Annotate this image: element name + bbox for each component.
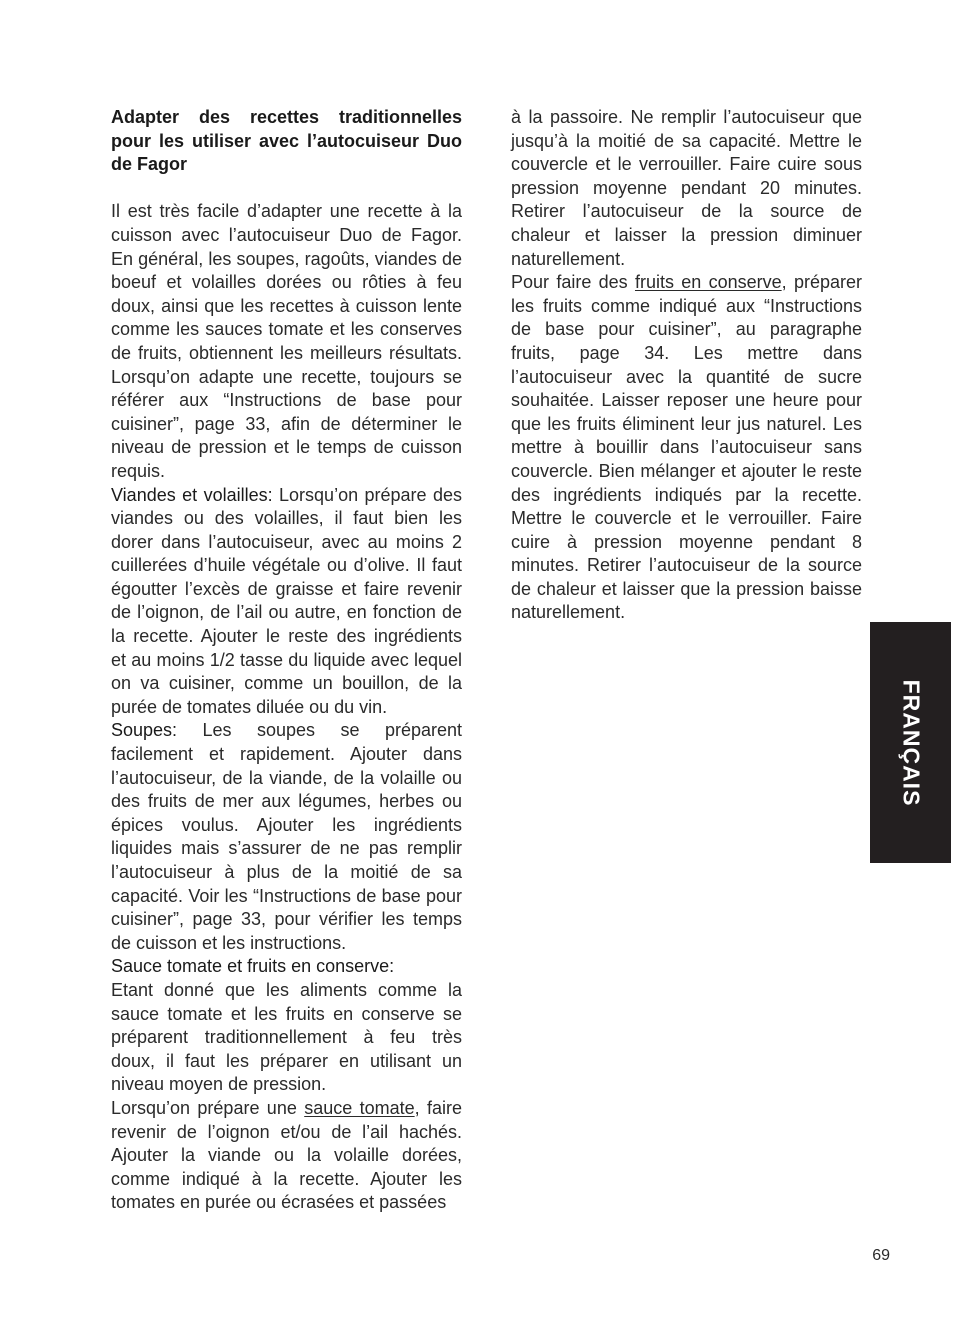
page-number: 69 bbox=[872, 1247, 890, 1264]
fruits-paragraph bbox=[511, 271, 862, 625]
soupes-label: Soupes: bbox=[111, 720, 178, 741]
viandes-label: Viandes et volailles: bbox=[111, 484, 273, 505]
viandes-paragraph bbox=[111, 484, 462, 720]
section-heading: Adapter des recettes traditionnelles pour les utiliser avec l’autocuiseur Duo de Fagor bbox=[111, 107, 462, 175]
fruits-post: , préparer les fruits comme indiqué aux “Instructions de base pour cuisiner”, au paragraphe fruits, page 34. Les mettre dans l’autocuiseur avec la quantité de sucre souhaitée. Laisser reposer une heure pour que les fruits éliminent leur jus naturel. Les mettre à bouillir dans l’autocuiseur sans couvercle. Bien mélanger et ajouter le reste des ingrédients indiqués par la recette. Mettre le couvercle et le verrouiller. Faire cuire à pression moyenne pendant 8 minutes. Retirer l’autocuiseur de la source de chaleur et laisser que la pression baisse naturellement. bbox=[511, 272, 862, 623]
fruits-en-conserve-underlined: fruits en conserve bbox=[634, 272, 782, 293]
intro-paragraph: Il est très facile d’adapter une recette à la cuisson avec l’autocuiseur Duo de Fagor. En général, les soupes, ragoûts, viandes de boeuf et volailles dorées ou rôties à feu doux, ainsi que les recettes à cuisson lente comme les sauces tomate et les conserves de fruits, obtiennent les meilleurs résultats. Lorsqu’on adapte une recette, toujours se référer aux “Instructions de base pour cuisiner”, page 33, afin de déterminer le niveau de pression et le temps de cuisson requis. bbox=[111, 201, 462, 481]
right-column bbox=[511, 106, 862, 625]
continued-paragraph: à la passoire. Ne remplir l’autocuiseur que jusqu’à la moitié de sa capacité. Mettre le couvercle et le verrouiller. Faire cuire sous pression moyenne pendant 20 minutes. Retirer l’autocuiseur de la source de chaleur et laisser la pression diminuer naturellement. bbox=[511, 107, 862, 269]
left-column bbox=[111, 106, 462, 1215]
fruits-pre: Pour faire des bbox=[511, 272, 635, 293]
soupes-text: Les soupes se préparent facilement et rapidement. Ajouter dans l’autocuiseur, de la viande, de la volaille ou des fruits de mer aux légumes, herbes ou épices voulus. Ajouter les ingrédients liquides mais s’assurer de ne pas remplir l’autocuiseur à plus de la moitié de sa capacité. Voir les “Instructions de base pour cuisiner”, page 33, pour vérifier les temps de cuisson et les instructions. bbox=[111, 720, 462, 953]
tomate-paragraph bbox=[111, 1097, 462, 1215]
sauce-paragraph: Etant donné que les aliments comme la sauce tomate et les fruits en conserve se préparent traditionnellement à feu très doux, il faut les préparer en utilisant un niveau moyen de pression. bbox=[111, 979, 462, 1095]
sauce-tomate-underlined: sauce tomate bbox=[304, 1097, 415, 1118]
language-tab bbox=[870, 622, 951, 863]
tomate-post: , faire revenir de l’oignon et/ou de l’ail hachés. Ajouter la viande ou la volaille dorées, comme indiqué à la recette. Ajouter les tomates en purée ou écrasées et passées bbox=[111, 1097, 462, 1213]
tomate-pre: Lorsqu’on prépare une bbox=[111, 1097, 305, 1118]
soupes-paragraph bbox=[111, 719, 462, 955]
sauce-label: Sauce tomate et fruits en conserve: bbox=[111, 956, 395, 977]
viandes-text: Lorsqu’on prépare des viandes ou des volailles, il faut bien les dorer dans l’autocuiseur, avec au moins 2 cuillerées d’huile végétale ou d’olive. Il faut égoutter l’excès de graisse et faire revenir de l’oignon, de l’ail ou autre, en fonction de la recette. Ajouter le reste des ingrédients et au moins 1/2 tasse du liquide avec lequel on va cuisiner, comme un bouillon, de la purée de tomates diluée ou du vin. bbox=[111, 484, 462, 717]
language-tab-label: FRANÇAIS bbox=[898, 679, 924, 806]
